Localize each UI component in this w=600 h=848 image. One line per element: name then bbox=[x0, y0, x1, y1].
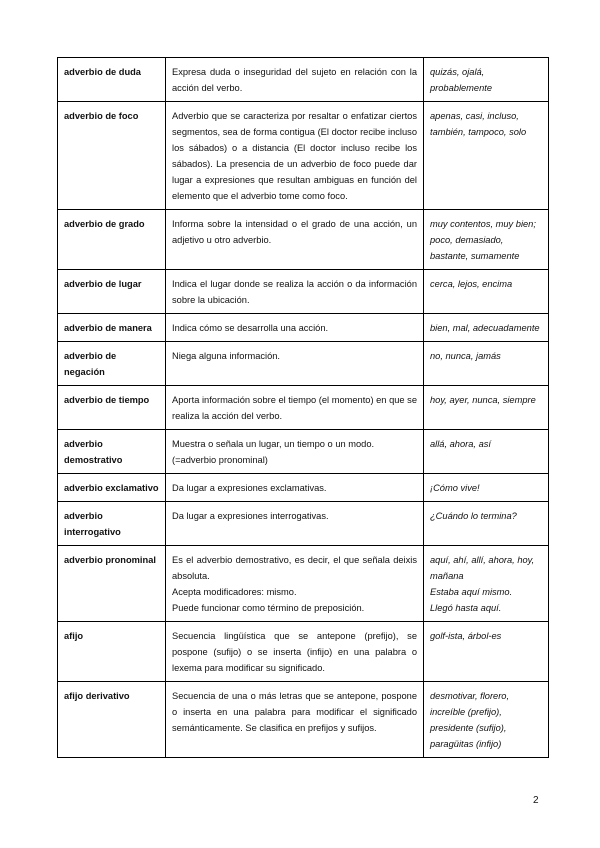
example-text: muy contentos, muy bien; bbox=[430, 219, 536, 229]
example-cell bbox=[424, 502, 549, 546]
term-cell: adverbio de negación bbox=[58, 342, 166, 386]
example-cell bbox=[424, 342, 549, 386]
term-cell: adverbio de manera bbox=[58, 314, 166, 342]
table-row bbox=[58, 386, 549, 430]
table-row bbox=[58, 270, 549, 314]
term-cell: adverbio interrogativo bbox=[58, 502, 166, 546]
example-cell bbox=[424, 546, 549, 622]
example-cell bbox=[424, 430, 549, 474]
example-cell bbox=[424, 386, 549, 430]
table-row bbox=[58, 622, 549, 682]
example-cell bbox=[424, 210, 549, 270]
term-cell: adverbio pronominal bbox=[58, 546, 166, 622]
example-text: Llegó hasta aquí. bbox=[430, 603, 502, 613]
example-text: desmotivar, florero, bbox=[430, 691, 510, 701]
definition-cell bbox=[166, 474, 424, 502]
table-row bbox=[58, 682, 549, 758]
definition-text: Indica el lugar donde se realiza la acción o da información sobre la ubicación. bbox=[172, 279, 417, 305]
term-cell: adverbio de lugar bbox=[58, 270, 166, 314]
definition-text: Muestra o señala un lugar, un tiempo o un modo. bbox=[172, 439, 375, 449]
table-row bbox=[58, 474, 549, 502]
example-text: mañana bbox=[430, 571, 464, 581]
table-row bbox=[58, 342, 549, 386]
table-row bbox=[58, 58, 549, 102]
example-text: poco, demasiado, bbox=[430, 235, 504, 245]
definition-cell bbox=[166, 622, 424, 682]
table-row bbox=[58, 546, 549, 622]
definition-cell bbox=[166, 102, 424, 210]
definition-cell bbox=[166, 682, 424, 758]
example-cell bbox=[424, 270, 549, 314]
example-text: increíble (prefijo), bbox=[430, 707, 502, 717]
example-text: bastante, sumamente bbox=[430, 251, 520, 261]
example-cell bbox=[424, 58, 549, 102]
example-cell bbox=[424, 622, 549, 682]
example-cell bbox=[424, 102, 549, 210]
definition-text: Secuencia de una o más letras que se antepone, pospone o inserta en una palabra para modificar el significado semánticamente. Se clasifica en prefijos y sufijos. bbox=[172, 691, 417, 733]
example-text: también, tampoco, solo bbox=[430, 127, 527, 137]
term-cell: adverbio exclamativo bbox=[58, 474, 166, 502]
term-cell: adverbio de tiempo bbox=[58, 386, 166, 430]
example-cell bbox=[424, 682, 549, 758]
example-text: bien, mal, adecuadamente bbox=[430, 323, 540, 333]
term-cell: afijo bbox=[58, 622, 166, 682]
glossary-table bbox=[57, 57, 549, 758]
example-cell bbox=[424, 314, 549, 342]
term-cell: adverbio de duda bbox=[58, 58, 166, 102]
definition-cell bbox=[166, 342, 424, 386]
page-number: 2 bbox=[533, 795, 539, 806]
table-row bbox=[58, 430, 549, 474]
example-text: ¡Cómo vive! bbox=[430, 483, 480, 493]
definition-text: Secuencia lingüística que se antepone (prefijo), se pospone (sufijo) o se inserta (infijo) en una palabra o lexema para modificar su significado. bbox=[172, 631, 417, 673]
definition-cell bbox=[166, 210, 424, 270]
definition-text: Da lugar a expresiones exclamativas. bbox=[172, 483, 327, 493]
definition-cell bbox=[166, 546, 424, 622]
definition-cell bbox=[166, 502, 424, 546]
example-text: apenas, casi, incluso, bbox=[430, 111, 519, 121]
definition-text: Acepta modificadores: mismo. bbox=[172, 587, 297, 597]
term-cell: afijo derivativo bbox=[58, 682, 166, 758]
table-row bbox=[58, 314, 549, 342]
example-text: cerca, lejos, encima bbox=[430, 279, 513, 289]
table-row bbox=[58, 210, 549, 270]
example-text: no, nunca, jamás bbox=[430, 351, 501, 361]
definition-text: Informa sobre la intensidad o el grado de una acción, un adjetivo u otro adverbio. bbox=[172, 219, 417, 245]
term-cell: adverbio de grado bbox=[58, 210, 166, 270]
term-cell: adverbio demostrativo bbox=[58, 430, 166, 474]
definition-cell bbox=[166, 386, 424, 430]
definition-text: Da lugar a expresiones interrogativas. bbox=[172, 511, 329, 521]
definition-text: Adverbio que se caracteriza por resaltar o enfatizar ciertos segmentos, sea de forma contigua (El doctor recibe incluso los sábados) o a distancia (El doctor incluso recibe los sábados). La presencia de un adverbio de foco puede dar lugar a expresiones que resultan ambiguas en función del elemento que el adverbio tome como foco. bbox=[172, 111, 417, 201]
definition-cell bbox=[166, 314, 424, 342]
example-text: presidente (sufijo), bbox=[430, 723, 507, 733]
definition-cell bbox=[166, 430, 424, 474]
example-text: paragüitas (infijo) bbox=[430, 739, 502, 749]
example-text: probablemente bbox=[430, 83, 493, 93]
example-text: ¿Cuándo lo termina? bbox=[430, 511, 517, 521]
definition-text: Niega alguna información. bbox=[172, 351, 281, 361]
definition-text: Puede funcionar como término de preposición. bbox=[172, 603, 365, 613]
definition-text: Expresa duda o inseguridad del sujeto en relación con la acción del verbo. bbox=[172, 67, 417, 93]
term-cell: adverbio de foco bbox=[58, 102, 166, 210]
example-text: Estaba aquí mismo. bbox=[430, 587, 513, 597]
definition-cell bbox=[166, 270, 424, 314]
example-text: golf-ista, árbol-es bbox=[430, 631, 502, 641]
table-row bbox=[58, 502, 549, 546]
definition-text: Es el adverbio demostrativo, es decir, el que señala deixis absoluta. bbox=[172, 555, 417, 581]
table-row bbox=[58, 102, 549, 210]
example-text: quizás, ojalá, bbox=[430, 67, 485, 77]
example-cell bbox=[424, 474, 549, 502]
example-text: allá, ahora, así bbox=[430, 439, 491, 449]
definition-cell bbox=[166, 58, 424, 102]
definition-text: Aporta información sobre el tiempo (el momento) en que se realiza la acción del verbo. bbox=[172, 395, 417, 421]
definition-text: Indica cómo se desarrolla una acción. bbox=[172, 323, 329, 333]
example-text: hoy, ayer, nunca, siempre bbox=[430, 395, 536, 405]
definition-text: (=adverbio pronominal) bbox=[172, 455, 268, 465]
example-text: aquí, ahí, allí, ahora, hoy, bbox=[430, 555, 535, 565]
